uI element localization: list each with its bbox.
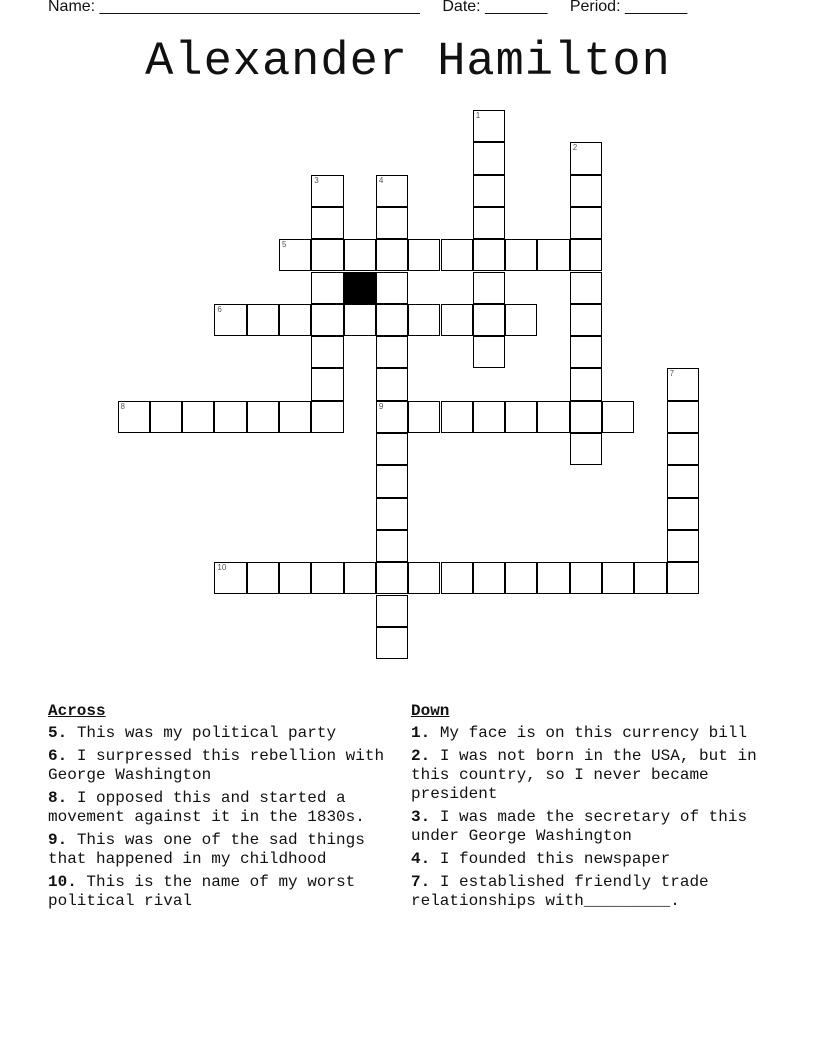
clue-number: 9. <box>48 831 68 849</box>
clue-down-3 <box>411 808 771 846</box>
grid-cell[interactable] <box>667 401 699 433</box>
clue-number: 7. <box>411 873 431 891</box>
grid-cell[interactable] <box>570 401 602 433</box>
grid-cell[interactable] <box>570 239 602 271</box>
clue-text: This was one of the sad things that happened in my childhood <box>48 831 365 868</box>
clue-across-8 <box>48 789 398 827</box>
clue-text: My face is on this currency bill <box>439 724 748 742</box>
grid-cell[interactable] <box>376 627 408 659</box>
clue-start-number: 9 <box>378 401 384 411</box>
grid-cell[interactable] <box>570 272 602 304</box>
clue-across-9 <box>48 831 398 869</box>
grid-cell[interactable] <box>408 304 440 336</box>
grid-cell[interactable] <box>376 401 408 433</box>
grid-cell[interactable] <box>505 562 537 594</box>
grid-cell[interactable] <box>667 368 699 400</box>
grid-cell[interactable] <box>537 562 569 594</box>
grid-cell[interactable] <box>441 562 473 594</box>
grid-cell[interactable] <box>537 401 569 433</box>
clue-text: I opposed this and started a movement against it in the 1830s. <box>48 789 365 826</box>
grid-cell[interactable] <box>570 175 602 207</box>
grid-cell[interactable] <box>570 433 602 465</box>
grid-cell[interactable] <box>505 401 537 433</box>
grid-cell[interactable] <box>279 239 311 271</box>
clue-number: 2. <box>411 747 431 765</box>
grid-cell[interactable] <box>118 401 150 433</box>
clue-text: I established friendly trade relationships with_________. <box>411 873 709 910</box>
clue-start-number: 2 <box>572 143 578 153</box>
grid-cell[interactable] <box>279 304 311 336</box>
name-field[interactable]: Name: ____________________________________ <box>48 0 420 15</box>
grid-cell[interactable] <box>311 368 343 400</box>
clue-text: I was not born in the USA, but in this country, so I never became president <box>411 747 757 803</box>
grid-cell[interactable] <box>376 207 408 239</box>
grid-cell[interactable] <box>667 498 699 530</box>
grid-cell[interactable] <box>408 239 440 271</box>
grid-cell[interactable] <box>505 239 537 271</box>
down-heading: Down <box>411 702 450 720</box>
clue-start-number: 4 <box>378 175 384 185</box>
grid-cell[interactable] <box>473 562 505 594</box>
grid-cell[interactable] <box>150 401 182 433</box>
grid-cell[interactable] <box>473 272 505 304</box>
grid-cell[interactable] <box>570 562 602 594</box>
grid-cell[interactable] <box>311 272 343 304</box>
grid-cell[interactable] <box>376 465 408 497</box>
grid-cell[interactable] <box>376 498 408 530</box>
grid-cell[interactable] <box>473 207 505 239</box>
grid-cell[interactable] <box>214 304 246 336</box>
page-title: Alexander Hamilton <box>145 36 671 89</box>
grid-cell[interactable] <box>473 175 505 207</box>
grid-cell[interactable] <box>408 401 440 433</box>
clue-down-2 <box>411 747 771 804</box>
grid-cell[interactable] <box>376 239 408 271</box>
grid-cell[interactable] <box>473 110 505 142</box>
grid-cell[interactable] <box>634 562 666 594</box>
clue-number: 5. <box>48 724 68 742</box>
clue-number: 6. <box>48 747 68 765</box>
grid-cell[interactable] <box>473 304 505 336</box>
grid-cell[interactable] <box>376 530 408 562</box>
clue-start-number: 3 <box>314 175 319 185</box>
grid-cell[interactable] <box>279 562 311 594</box>
clue-start-number: 10 <box>217 563 227 573</box>
grid-cell[interactable] <box>441 401 473 433</box>
grid-cell[interactable] <box>344 239 376 271</box>
date-field[interactable]: Date: _______ <box>442 0 548 15</box>
grid-cell[interactable] <box>602 401 634 433</box>
grid-cell[interactable] <box>570 304 602 336</box>
clue-across-5 <box>48 724 398 743</box>
grid-cell[interactable] <box>408 562 440 594</box>
grid-cell[interactable] <box>344 562 376 594</box>
grid-cell-black <box>344 272 376 304</box>
clue-down-7 <box>411 873 771 911</box>
down-clues <box>411 702 771 915</box>
clue-text: This was my political party <box>76 724 337 742</box>
grid-cell[interactable] <box>182 401 214 433</box>
grid-cell[interactable] <box>311 401 343 433</box>
grid-cell[interactable] <box>376 336 408 368</box>
clue-across-6 <box>48 747 398 785</box>
clue-text: I founded this newspaper <box>439 850 671 868</box>
grid-cell[interactable] <box>247 304 279 336</box>
grid-cell[interactable] <box>602 562 634 594</box>
clue-text: This is the name of my worst political rival <box>48 873 356 910</box>
grid-cell[interactable] <box>247 562 279 594</box>
clue-down-1 <box>411 724 771 743</box>
grid-cell[interactable] <box>311 304 343 336</box>
grid-cell[interactable] <box>505 304 537 336</box>
grid-cell[interactable] <box>376 562 408 594</box>
clue-start-number: 1 <box>475 111 481 120</box>
clue-start-number: 7 <box>669 369 675 379</box>
grid-cell[interactable] <box>344 304 376 336</box>
grid-cell[interactable] <box>441 239 473 271</box>
grid-cell[interactable] <box>311 336 343 368</box>
clue-across-10 <box>48 873 398 911</box>
clue-text: I was made the secretary of this under George Washington <box>411 808 748 845</box>
grid-cell[interactable] <box>667 433 699 465</box>
grid-cell[interactable] <box>376 272 408 304</box>
grid-cell[interactable] <box>570 368 602 400</box>
clue-start-number: 5 <box>282 240 287 250</box>
grid-cell[interactable] <box>473 401 505 433</box>
period-field[interactable]: Period: _______ <box>569 0 688 15</box>
grid-cell[interactable] <box>376 304 408 336</box>
grid-cell[interactable] <box>247 401 279 433</box>
grid-cell[interactable] <box>473 142 505 174</box>
across-clues <box>48 702 398 915</box>
grid-cell[interactable] <box>667 562 699 594</box>
clue-number: 3. <box>411 808 431 826</box>
grid-cell[interactable] <box>570 142 602 174</box>
grid-cell[interactable] <box>441 304 473 336</box>
grid-cell[interactable] <box>376 433 408 465</box>
grid-cell[interactable] <box>214 562 246 594</box>
clue-number: 1. <box>411 724 431 742</box>
grid-cell[interactable] <box>279 401 311 433</box>
clue-start-number: 8 <box>120 401 125 411</box>
grid-cell[interactable] <box>570 207 602 239</box>
clue-number: 4. <box>411 850 431 868</box>
clue-start-number: 6 <box>217 304 222 314</box>
grid-cell[interactable] <box>473 336 505 368</box>
grid-cell[interactable] <box>311 207 343 239</box>
clue-number: 8. <box>48 789 68 807</box>
grid-cell[interactable] <box>214 401 246 433</box>
grid-cell[interactable] <box>570 336 602 368</box>
clue-text: I surpressed this rebellion with George Washington <box>48 747 385 784</box>
grid-cell[interactable] <box>667 465 699 497</box>
grid-cell[interactable] <box>376 175 408 207</box>
grid-cell[interactable] <box>537 239 569 271</box>
across-heading: Across <box>48 702 106 720</box>
clue-number: 10. <box>48 873 77 891</box>
grid-cell[interactable] <box>376 595 408 627</box>
grid-cell[interactable] <box>311 239 343 271</box>
grid-cell[interactable] <box>311 175 343 207</box>
grid-cell[interactable] <box>667 530 699 562</box>
grid-cell[interactable] <box>473 239 505 271</box>
grid-cell[interactable] <box>376 368 408 400</box>
clue-down-4 <box>411 850 771 869</box>
grid-cell[interactable] <box>311 562 343 594</box>
student-info-header <box>48 0 687 16</box>
